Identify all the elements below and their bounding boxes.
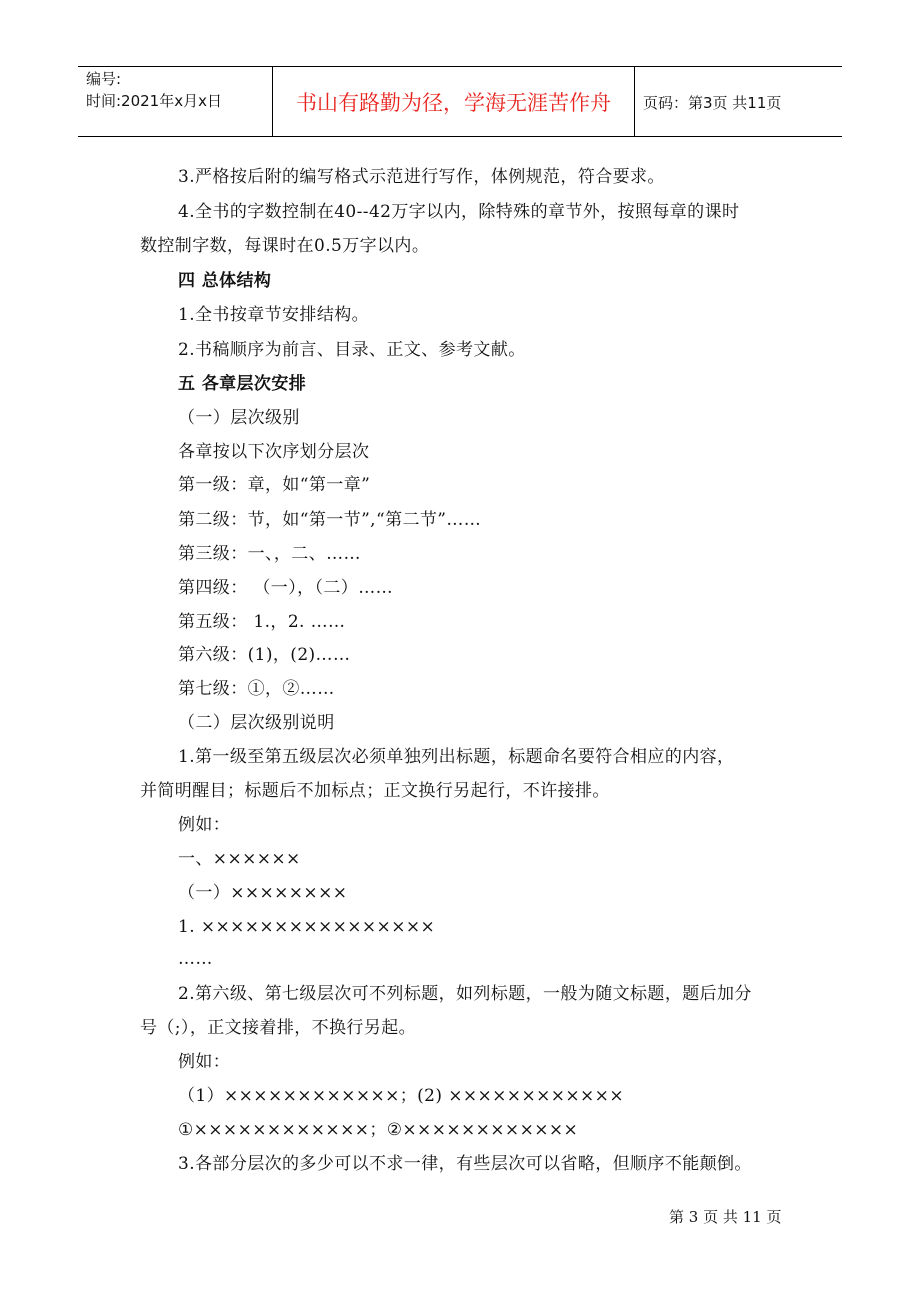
body-line: 4.全书的字数控制在40--42万字以内，除特殊的章节外，按照每章的课时 xyxy=(178,202,740,222)
body-line: 3.各部分层次的多少可以不求一律，有些层次可以省略，但顺序不能颠倒。 xyxy=(178,1154,752,1174)
body-line: 1.第一级至第五级层次必须单独列出标题，标题命名要符合相应的内容， xyxy=(178,747,735,767)
body-line: 号（;），正文接着排，不换行另起。 xyxy=(140,1018,417,1038)
header-page-cell xyxy=(635,67,842,136)
example-line: …… xyxy=(178,949,213,969)
body-line: 2.第六级、第七级层次可不列标题，如列标题，一般为随文标题，题后加分 xyxy=(178,984,752,1004)
example-line: （1）××××××××××××；(2) ×××××××××××× xyxy=(178,1086,624,1106)
level-item: 第四级： （一），（二）…… xyxy=(178,578,394,598)
body-line: 各章按以下次序划分层次 xyxy=(178,442,370,462)
section-heading: 五 各章层次安排 xyxy=(178,374,307,394)
example-line: 1. ×××××××××××××××× xyxy=(178,917,436,937)
level-item: 第一级：章，如“第一章” xyxy=(178,475,371,495)
header-table xyxy=(78,66,842,137)
level-item: 第三级：一、，二、…… xyxy=(178,544,361,564)
section-heading: 四 总体结构 xyxy=(178,271,272,291)
header-left-cell xyxy=(78,67,273,136)
level-item: 第七级：①，②…… xyxy=(178,679,335,699)
header-page-info: 页码：第3页 共11页 xyxy=(643,94,782,112)
body-line: 并简明醒目；标题后不加标点；正文换行另起行，不许接排。 xyxy=(140,781,610,801)
header-motto-cell xyxy=(273,67,635,136)
footer-page-number: 第 3 页 共 11 页 xyxy=(669,1208,782,1226)
body-line: 1.全书按章节安排结构。 xyxy=(178,305,370,325)
body-line: 数控制字数，每课时在0.5万字以内。 xyxy=(140,236,430,256)
body-line: 2.书稿顺序为前言、目录、正文、参考文献。 xyxy=(178,340,526,360)
subsection-heading: （一）层次级别 xyxy=(178,408,300,428)
example-line: 一、×××××× xyxy=(178,849,301,869)
example-label: 例如： xyxy=(178,815,231,835)
document-time-label: 时间:2021年x月x日 xyxy=(86,92,222,110)
example-line: （一）×××××××× xyxy=(178,883,348,903)
level-item: 第二级：节，如“第一节”,“第二节”…… xyxy=(178,510,482,530)
level-item: 第五级： 1.，2. …… xyxy=(178,612,346,632)
example-line: ①××××××××××××；②×××××××××××× xyxy=(178,1120,579,1140)
body-line: 3.严格按后附的编写格式示范进行写作，体例规范，符合要求。 xyxy=(178,167,665,187)
example-label: 例如： xyxy=(178,1052,231,1072)
subsection-heading: （二）层次级别说明 xyxy=(178,713,335,733)
level-item: 第六级：(1)，(2)…… xyxy=(178,645,351,665)
document-code-label: 编号: xyxy=(86,70,122,88)
header-motto: 书山有路勤为径，学海无涯苦作舟 xyxy=(296,91,611,115)
